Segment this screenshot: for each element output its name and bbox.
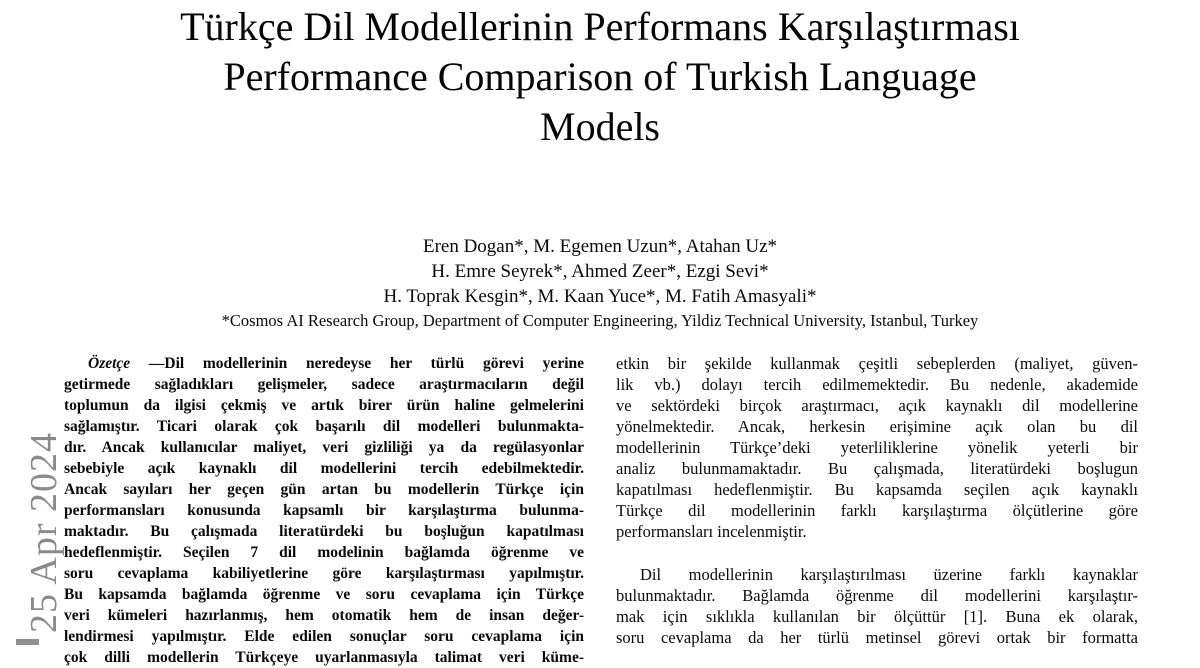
- abstract-line: sağlamıştır. Ticari olarak çok başarılı dil modelleri bulunmakta-: [64, 418, 584, 435]
- abstract-column: [64, 353, 584, 668]
- body-line: lik vb.) dolayı tercih edilmemektedir. Bu nedenle, akademide: [616, 375, 1138, 394]
- abstract-line: getirmede sağladıkları gelişmeler, sadece araştırmacıların değil: [64, 376, 584, 393]
- affiliation-line: *Cosmos AI Research Group, Department of Computer Engineering, Yildiz Technical University, Istanbul, Turkey: [221, 311, 979, 330]
- abstract-line: dır. Ancak kullanıcılar maliyet, veri gizliliği ya da regülasyonlar: [64, 439, 584, 456]
- paper-title: [60, 0, 1140, 152]
- abstract-line: lendirmesi yapılmıştır. Elde edilen sonuçlar soru cevaplama için: [64, 628, 584, 645]
- intro-paragraph-1: [616, 353, 1138, 542]
- paper-title-line-1: Türkçe Dil Modellerinin Performans Karşılaştırması: [180, 4, 1020, 49]
- abstract-line: performansları konusunda kapsamlı bir karşılaştırma bulunma-: [64, 502, 584, 519]
- body-line: performansları incelenmiştir.: [616, 522, 807, 541]
- author-line-2: H. Emre Seyrek*, Ahmed Zeer*, Ezgi Sevi*: [431, 261, 769, 282]
- two-column-body: [64, 353, 1138, 668]
- body-line: ve sektördeki birçok araştırmacı, açık kaynaklı dil modellerine: [616, 396, 1138, 415]
- abstract-line-clipped: çok dilli modellerin Türkçeye uyarlanmasıyla talimat veri küme-: [64, 649, 584, 666]
- body-line: [616, 564, 1138, 585]
- abstract-line: sebebiyle açık kaynaklı dil modellerini tercih edebilmektedir.: [64, 460, 584, 477]
- body-line-clipped: soru cevaplama da her türlü metinsel görevi ortak bir formatta: [616, 628, 1138, 647]
- abstract-line: [64, 353, 584, 374]
- abstract-line: toplumun da ilgisi çekmiş ve artık birer ürün haline gelmelerini: [64, 397, 584, 414]
- abstract-line: maktadır. Bu çalışmada literatürdeki bu boşluğun kapatılması: [64, 523, 584, 540]
- abstract-line: veri kümeleri hazırlanmış, hem otomatik hem de insan değer-: [64, 607, 584, 624]
- authors-block: [0, 234, 1200, 332]
- body-line-text: Dil modellerinin karşılaştırılması üzerine farklı kaynaklar: [640, 565, 1138, 584]
- abstract-line: Bu kapsamda bağlamda öğrenme ve soru cevaplama için Türkçe: [64, 586, 584, 603]
- body-line: analiz bulunmamaktadır. Bu çalışmada, literatürdeki boşlugun: [616, 459, 1138, 478]
- abstract-line: hedeflenmiştir. Seçilen 7 dil modelinin bağlamda öğrenme ve: [64, 544, 584, 561]
- body-line: etkin bir şekilde kullanmak çeşitli sebeplerden (maliyet, güven-: [616, 354, 1138, 373]
- watermark-cut-fragment: [16, 639, 39, 645]
- arxiv-date-watermark: 25 Apr 2024: [23, 432, 65, 633]
- author-line-1: Eren Dogan*, M. Egemen Uzun*, Atahan Uz*: [422, 236, 778, 257]
- body-line: mak için sıklıkla kullanılan bir ölçüttür [1]. Buna ek olarak,: [616, 607, 1138, 626]
- abstract-line: Ancak sayıları her geçen gün artan bu modellerin Türkçe için: [64, 481, 584, 498]
- abstract-line-text: —Dil modellerinin neredeyse her türlü görevi yerine: [130, 355, 584, 372]
- body-line: kapatılması hedeflenmiştir. Bu kapsamda seçilen açık kaynaklı: [616, 480, 1138, 499]
- author-line-3: H. Toprak Kesgin*, M. Kaan Yuce*, M. Fatih Amasyali*: [383, 286, 817, 307]
- intro-paragraph-2: [616, 564, 1138, 648]
- body-line: Türkçe dil modellerinin farklı karşılaştırma ölçütlerine göre: [616, 501, 1138, 520]
- abstract-label: Özetçe: [88, 355, 131, 372]
- body-line: modellerinin Türkçe’deki yeterliliklerine yönelik yeterli bir: [616, 438, 1138, 457]
- abstract-line: soru cevaplama kabiliyetlerine göre karşılaştırması yapılmıştır.: [64, 565, 584, 582]
- body-line: bulunmaktadır. Bağlamda öğrenme dil modellerini karşılaştır-: [616, 586, 1138, 605]
- paper-title-line-3: Models: [540, 104, 660, 149]
- body-line: yönelmektedir. Ancak, herkesin erişimine açık olan bu dil: [616, 417, 1138, 436]
- intro-column: [616, 353, 1138, 668]
- paper-title-line-2: Performance Comparison of Turkish Language: [223, 54, 977, 99]
